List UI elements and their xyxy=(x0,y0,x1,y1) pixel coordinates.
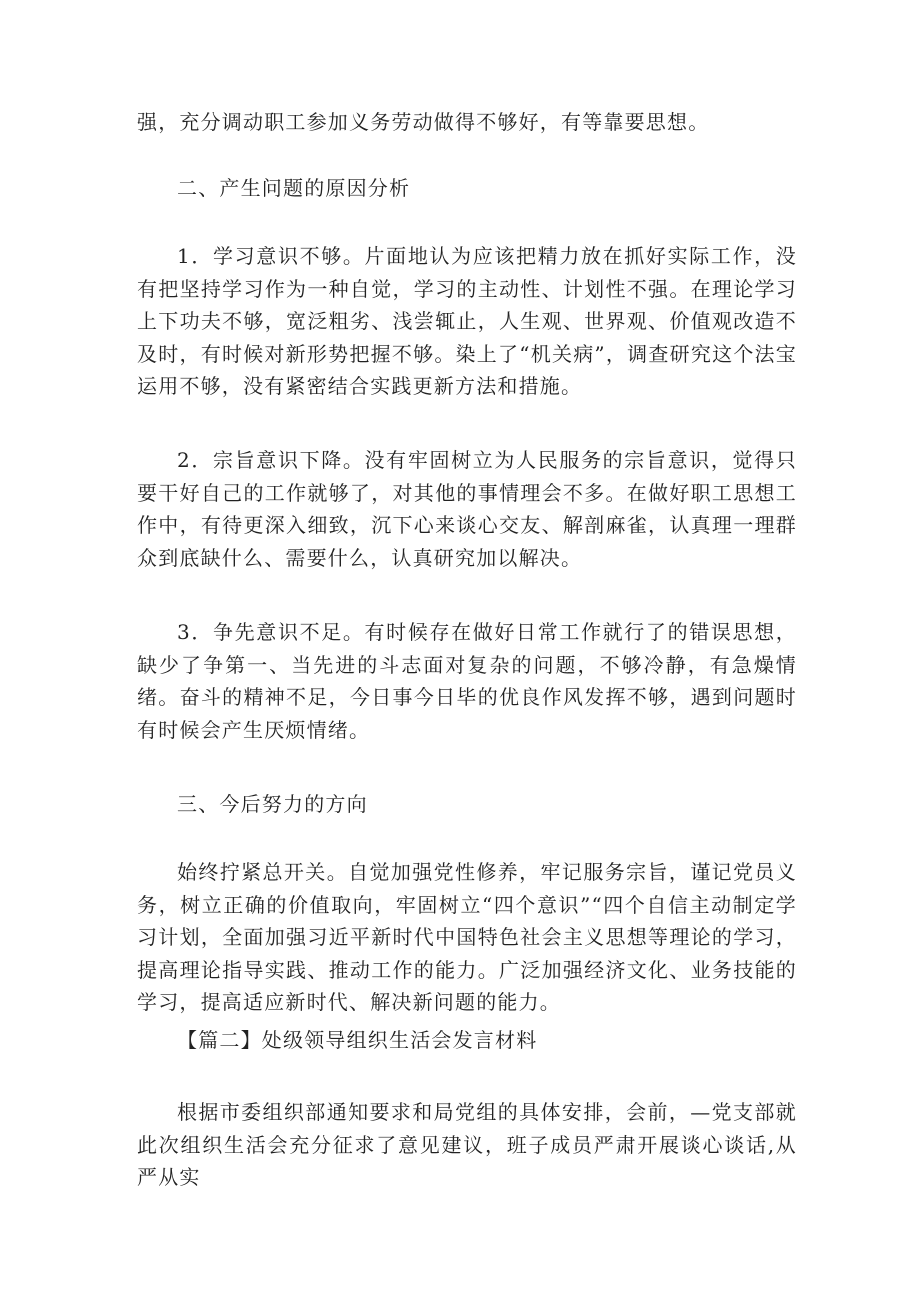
paragraph-item-1-learning: 1．学习意识不够。片面地认为应该把精力放在抓好实际工作，没有把坚持学习作为一种自觉，学习的主动性、计划性不强。在理论学习上下功夫不够，宽泛粗劣、浅尝辄止，人生观、世界观、价值观改造不及时，有时候对新形势把握不够。染上了“机关病”，调查研究这个法宝运用不够，没有紧密结合实践更新方法和措施。 xyxy=(137,244,797,398)
paragraph-part-two-intro: 根据市委组织部通知要求和局党组的具体安排，会前，—党支部就此次组织生活会充分征求了意见建议，班子成员严肃开展谈心谈话,从严从实 xyxy=(137,1100,797,1189)
section-heading-direction: 三、今后努力的方向 xyxy=(177,792,368,816)
paragraph-continued: 强，充分调动职工参加义务劳动做得不够好，有等靠要思想。 xyxy=(137,110,710,134)
section-title-part-two: 【篇二】处级领导组织生活会发言材料 xyxy=(177,1028,538,1052)
paragraph-direction: 始终拧紧总开关。自觉加强党性修养，牢记服务宗旨，谨记党员义务，树立正确的价值取向，牢固树立“四个意识”“四个自信主动制定学习计划，全面加强习近平新时代中国特色社会主义思想等理论的学习，提高理论指导实践、推动工作的能力。广泛加强经济文化、业务技能的学习，提高适应新时代、解决新问题的能力。 xyxy=(137,860,797,1014)
paragraph-item-2-purpose: 2．宗旨意识下降。没有牢固树立为人民服务的宗旨意识，觉得只要干好自己的工作就够了，对其他的事情理会不多。在做好职工思想工作中，有待更深入细致，沉下心来谈心交友、解剖麻雀，认真理一理群众到底缺什么、需要什么，认真研究加以解决。 xyxy=(137,448,797,570)
paragraph-item-3-competitiveness: 3．争先意识不足。有时候存在做好日常工作就行了的错误思想，缺少了争第一、当先进的斗志面对复杂的问题，不够冷静，有急燥情绪。奋斗的精神不足，今日事今日毕的优良作风发挥不够，遇到问题时有时候会产生厌烦情绪。 xyxy=(137,620,797,742)
section-heading-cause-analysis: 二、产生问题的原因分析 xyxy=(177,176,411,200)
